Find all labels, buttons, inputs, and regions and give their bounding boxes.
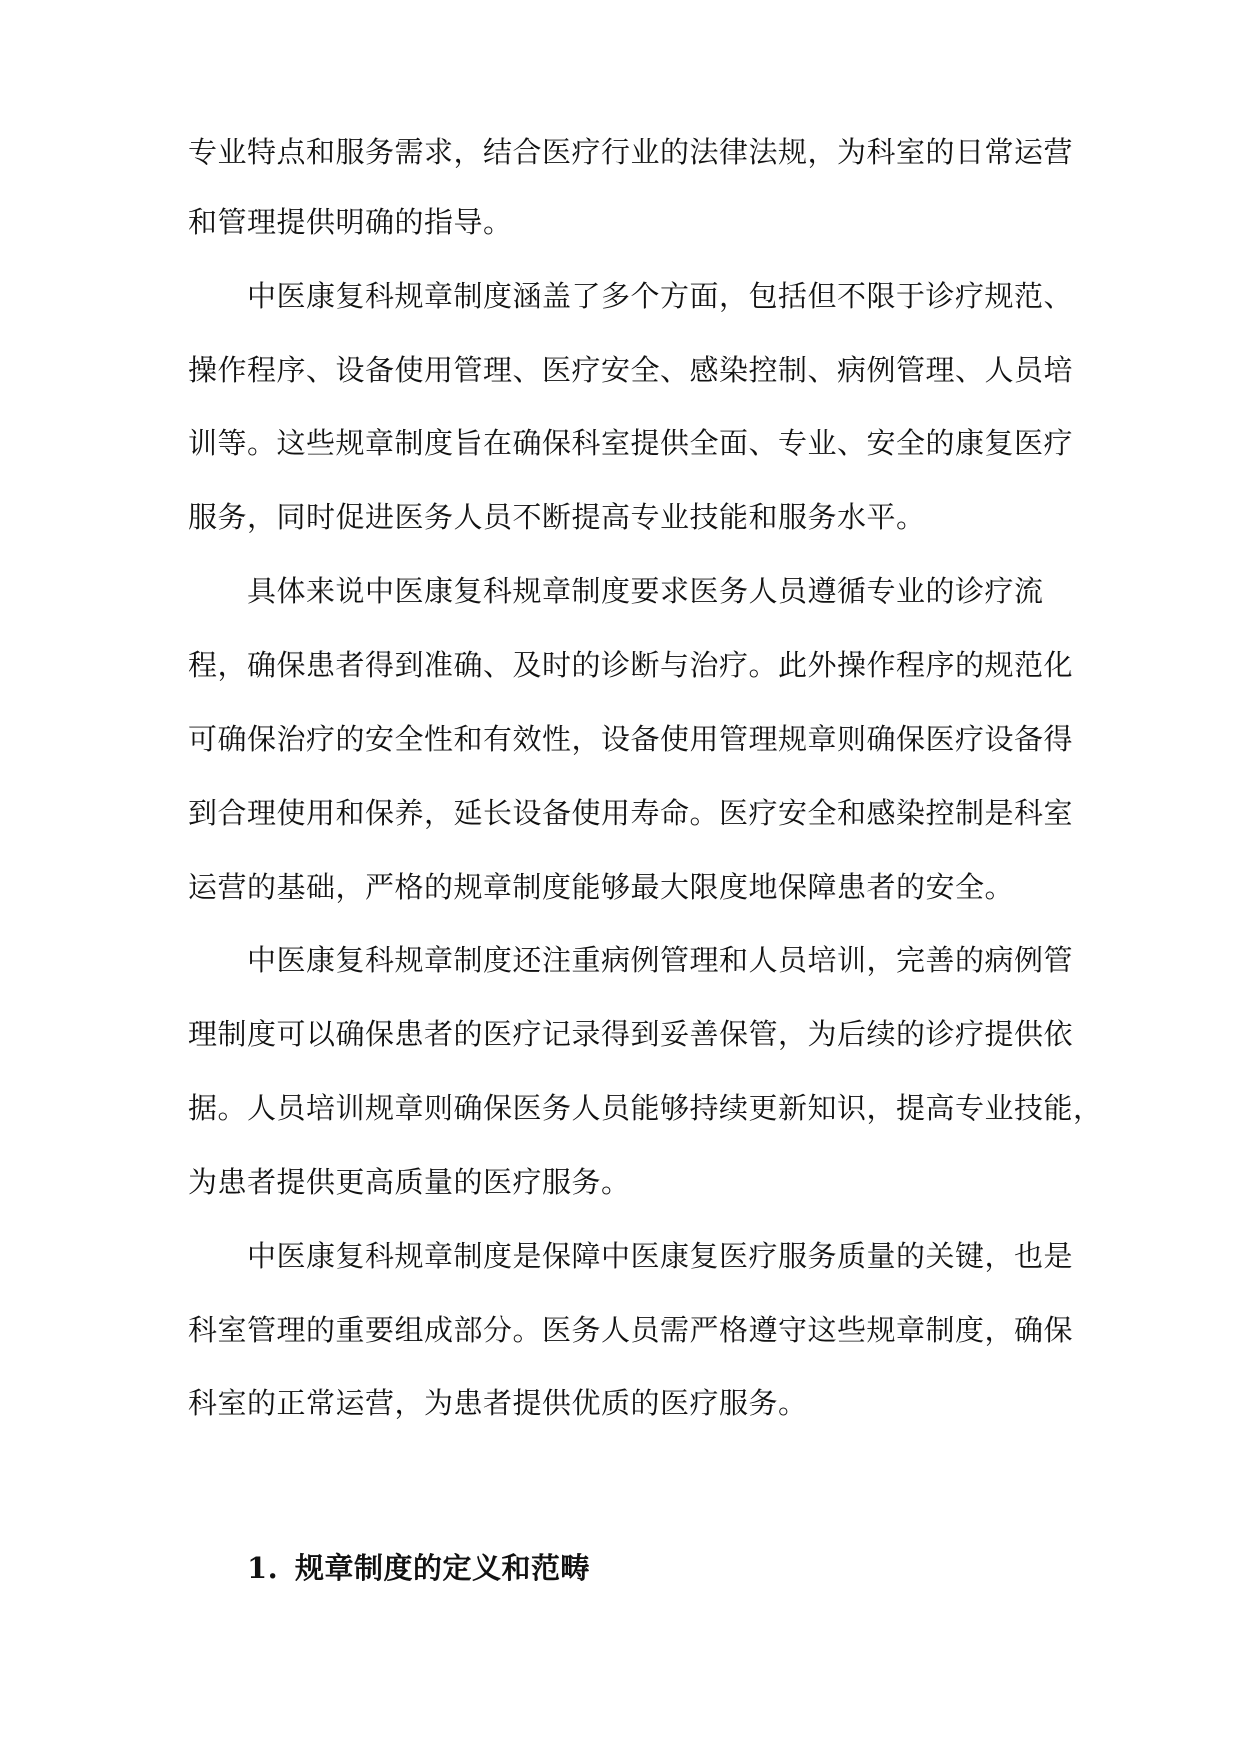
paragraph-line: 科室的正常运营，为患者提供优质的医疗服务。 <box>188 1386 808 1420</box>
paragraph-line: 理制度可以确保患者的医疗记录得到妥善保管，为后续的诊疗提供依 <box>188 1017 1074 1051</box>
paragraph-line: 运营的基础，严格的规章制度能够最大限度地保障患者的安全。 <box>188 870 1015 904</box>
paragraph-line: 科室管理的重要组成部分。医务人员需严格遵守这些规章制度，确保 <box>188 1313 1074 1347</box>
paragraph-line: 专业特点和服务需求，结合医疗行业的法律法规，为科室的日常运营 <box>188 135 1074 169</box>
paragraph-line: 程，确保患者得到准确、及时的诊断与治疗。此外操作程序的规范化 <box>188 648 1074 682</box>
paragraph-line: 中医康复科规章制度是保障中医康复医疗服务质量的关键，也是 <box>247 1239 1074 1273</box>
section-title: 规章制度的定义和范畴 <box>295 1551 591 1585</box>
paragraph-line: 中医康复科规章制度涵盖了多个方面，包括但不限于诊疗规范、 <box>247 279 1074 313</box>
paragraph-line: 服务，同时促进医务人员不断提高专业技能和服务水平。 <box>188 500 926 534</box>
paragraph-line: 训等。这些规章制度旨在确保科室提供全面、专业、安全的康复医疗 <box>188 426 1074 460</box>
paragraph-line: 可确保治疗的安全性和有效性，设备使用管理规章则确保医疗设备得 <box>188 722 1074 756</box>
section-heading <box>247 1548 590 1588</box>
paragraph-line: 到合理使用和保养，延长设备使用寿命。医疗安全和感染控制是科室 <box>188 796 1074 830</box>
paragraph-line: 中医康复科规章制度还注重病例管理和人员培训，完善的病例管 <box>247 943 1074 977</box>
paragraph-line: 操作程序、设备使用管理、医疗安全、感染控制、病例管理、人员培 <box>188 353 1074 387</box>
paragraph-line: 和管理提供明确的指导。 <box>188 205 513 239</box>
section-number: 1. <box>247 1551 279 1585</box>
paragraph-line: 据。人员培训规章则确保医务人员能够持续更新知识，提高专业技能， <box>188 1091 1103 1125</box>
paragraph-line: 具体来说中医康复科规章制度要求医务人员遵循专业的诊疗流 <box>247 574 1044 608</box>
paragraph-line: 为患者提供更高质量的医疗服务。 <box>188 1165 631 1199</box>
